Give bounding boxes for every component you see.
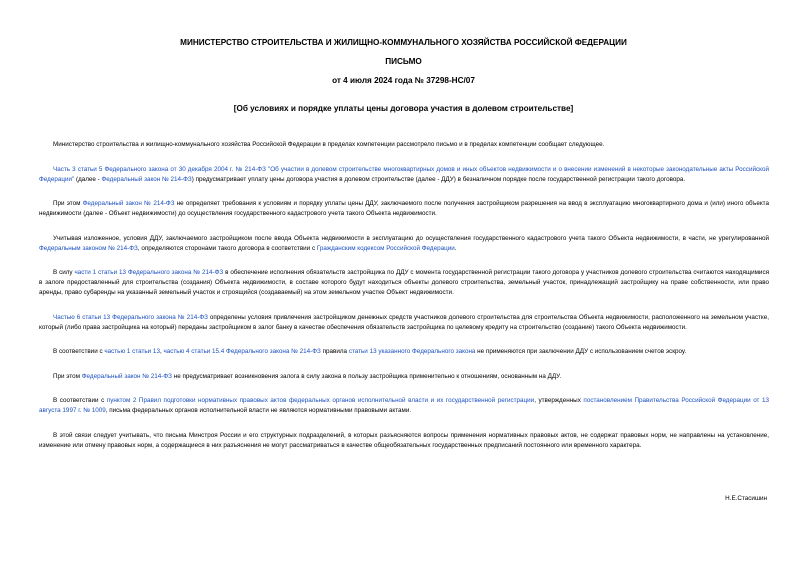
law-reference-link[interactable]: частью 1 статьи 13 (104, 348, 160, 355)
law-reference-link[interactable]: постановлением Правительства Российской Федерации от 13 августа 1997 г. № 1009 (39, 397, 770, 414)
paragraph-text: Министерство строительства и жилищно-коммунального хозяйства Российской Федерации в пределах компетенции рассмотрело письмо и в пределах компетенции сообщает следующее. (53, 141, 605, 148)
paragraph-text: (далее - (74, 175, 102, 183)
paragraph-text: , (159, 348, 164, 355)
paragraph-text: не предусматривает возникновения залога в силу закона в пользу застройщика применительно к отношениям, основанным на ДДУ. (171, 372, 562, 380)
law-reference-link[interactable]: части 1 статьи 13 Федерального закона № 214-ФЗ (74, 269, 224, 276)
paragraph-text: определены условия привлечения застройщиком денежных средств участников долевого строительства для строительства Объекта недвижимости, расположенного на земельном участке, который (либо права застройщика на который) переданы застройщиком в залог банку в качестве обеспечения обязательств застройщика по целевому кредиту на строительство (создание) такого Объекта недвижимости. (39, 313, 769, 331)
paragraph-text: При этом (53, 200, 83, 207)
document-type-heading: ПИСЬМО (385, 57, 422, 66)
law-reference-link[interactable]: Федеральным законом № 214-ФЗ (39, 244, 138, 252)
paragraph-text: ) предусматривает уплату цены договора участия в долевом строительстве (далее - ДДУ) в безналичном порядке после государственной регистрации такого договора. (191, 175, 686, 183)
paragraph-text: В соответствии с (53, 397, 107, 404)
paragraph-text: В этой связи следует учитывать, что письма Минстроя России и его структурных подразделений, в которых разъясняются вопросы применения нормативных правовых актов, не содержат правовых норм, не направлены на установление, изменение или отмену правовых норм, а содержащиеся в них разъяснения не могут рассматриваться в качестве общеобязательных государственных предписаний постоянного или временного характера. (39, 431, 769, 449)
paragraph-text: не определяет требования к условиям и порядку уплаты цены ДДУ, заключаемого после получения застройщиком разрешения на ввод в эксплуатацию многоквартирного дома и (или) иного объекта недвижимости (далее - Объект недвижимости) до осуществления государственного кадастрового учета такого Объекта недвижимости. (39, 200, 769, 217)
paragraph-text: не применяются при заключении ДДУ с использованием счетов эскроу. (475, 348, 687, 355)
body-paragraph (39, 199, 769, 219)
law-reference-link[interactable]: частью 4 статьи 15.4 Федерального закона № 214-ФЗ (163, 348, 321, 355)
body-paragraph (39, 165, 769, 185)
document-title: [Об условиях и порядке уплаты цены договора участия в долевом строительстве] (233, 104, 574, 113)
paragraph-text: , утвержденных (534, 397, 584, 404)
document-body (39, 140, 769, 465)
paragraph-text: правила (320, 348, 349, 355)
law-reference-link[interactable]: статьи 13 указанного Федерального закона (348, 348, 476, 355)
body-paragraph (39, 140, 769, 150)
body-paragraph (39, 268, 769, 298)
paragraph-text: В соответствии с (53, 348, 105, 355)
law-reference-link[interactable]: Часть 3 статьи 5 Федерального закона от 30 декабря 2004 г. № 214-ФЗ "Об участии в долевом строительстве многоквартирных домов и иных объектов недвижимости и о внесении изменений в некоторые законодательные акты Российской Федерации" (39, 165, 769, 183)
paragraph-text: , письма федеральных органов исполнительной власти не являются нормативными правовыми актами. (105, 407, 412, 414)
body-paragraph (39, 347, 769, 357)
body-paragraph (39, 372, 769, 382)
body-paragraph (39, 234, 769, 254)
law-reference-link[interactable]: Федеральный закон № 214-ФЗ (101, 175, 192, 183)
body-paragraph (39, 313, 769, 333)
paragraph-text: . (454, 244, 457, 252)
paragraph-text: в обеспечение исполнения обязательств застройщика по ДДУ с момента государственной регистрации такого договора у участников долевого строительства считаются находящимися в залоге предоставленный для строительства (создания) Объекта недвижимости, в составе которого будут находиться объекты долевого строительства, земельный участок, принадлежащий застройщику на праве собственности, или право аренды, право субаренды на указанный земельный участок и строящийся (создаваемый) на этом земельном участке Объект недвижимости. (39, 269, 769, 296)
body-paragraph (39, 396, 769, 416)
law-reference-link[interactable]: Гражданским кодексом Российской Федерации (316, 244, 455, 252)
law-reference-link[interactable]: Частью 6 статьи 13 Федерального закона № 214-ФЗ (53, 313, 208, 321)
document-number-date: от 4 июля 2024 года № 37298-НС/07 (332, 76, 475, 85)
paragraph-text: При этом (53, 372, 82, 380)
paragraph-text: , определяются сторонами такого договора в соответствии с (137, 244, 317, 252)
law-reference-link[interactable]: Федеральный закон № 214-ФЗ (81, 372, 172, 380)
signature: Н.Е.Стасишин (725, 495, 767, 502)
law-reference-link[interactable]: пунктом 2 Правил подготовки нормативных правовых актов федеральных органов исполнительной власти и их государственной регистрации (106, 397, 535, 404)
paragraph-text: Учитывая изложенное, условия ДДУ, заключаемого застройщиком после ввода Объекта недвижимости в эксплуатацию до осуществления государственного кадастрового учета такого Объекта недвижимости, в части, не урегулированной (53, 234, 769, 242)
paragraph-text: В силу (53, 269, 75, 276)
ministry-heading: МИНИСТЕРСТВО СТРОИТЕЛЬСТВА И ЖИЛИЩНО-КОММУНАЛЬНОГО ХОЗЯЙСТВА РОССИЙСКОЙ ФЕДЕРАЦИИ (180, 38, 627, 47)
law-reference-link[interactable]: Федеральный закон № 214-ФЗ (82, 200, 175, 207)
body-paragraph (39, 431, 769, 451)
